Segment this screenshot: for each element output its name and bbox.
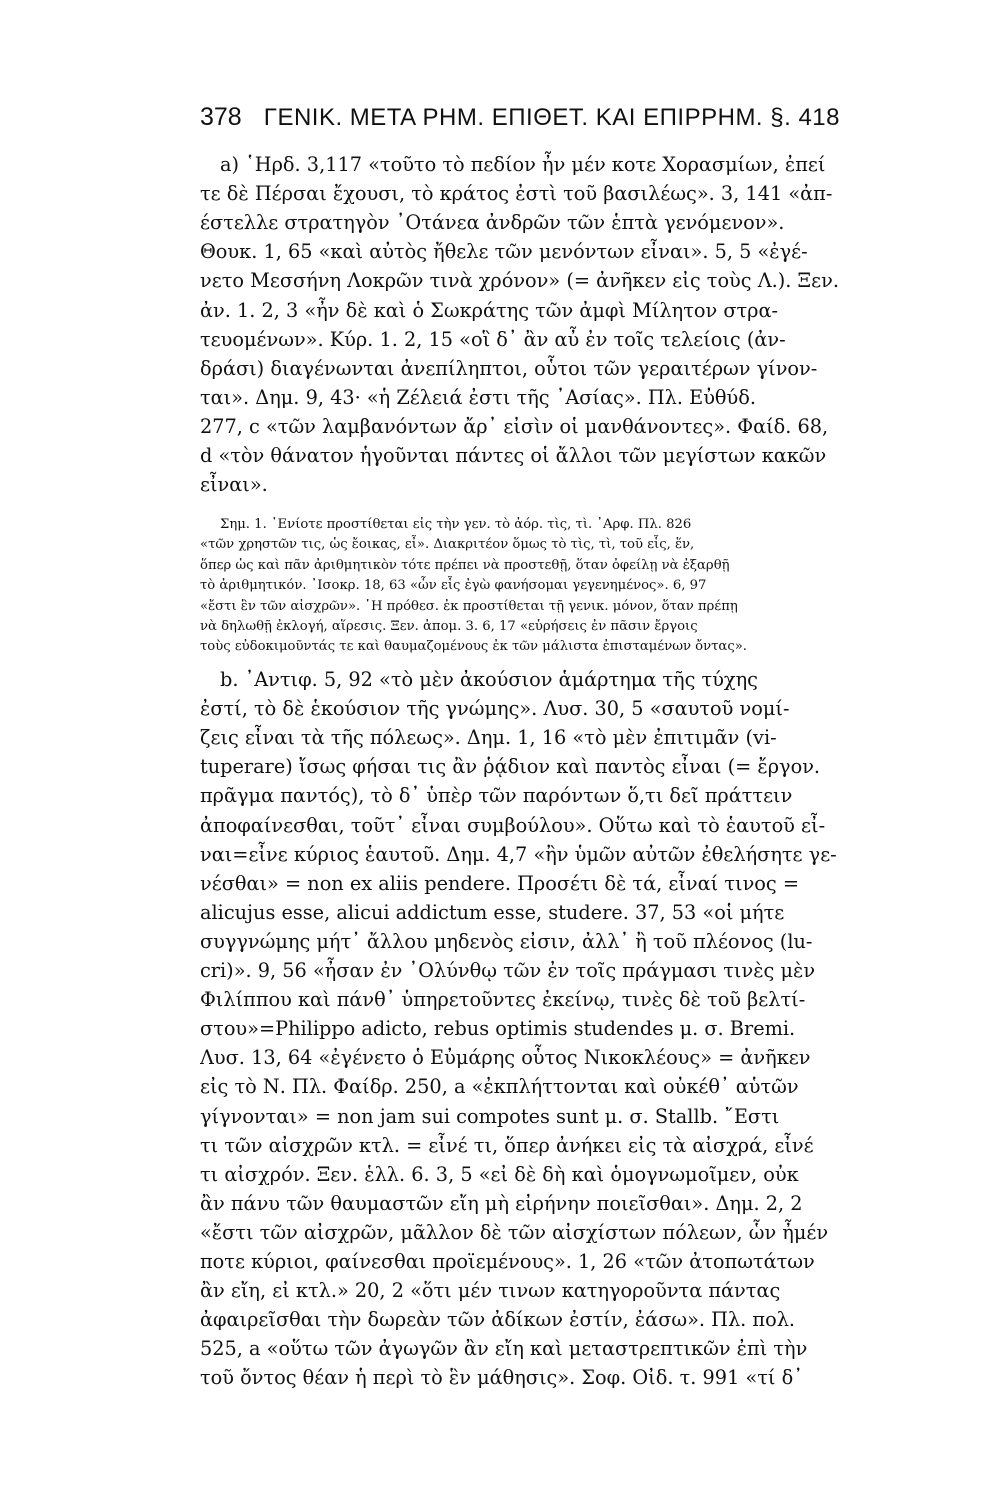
section-b-line: Φιλίππου καὶ πάνθ᾿ ὑπηρετοῦντες ἐκείνῳ, τινὲς δὲ τοῦ βελτί- [200, 988, 806, 1012]
section-b-line: ἀφαιρεῖσθαι τὴν δωρεὰν τῶν ἀδίκων ἐστίν, ἐάσω». Πλ. πολ. [200, 1308, 796, 1332]
section-b-line: ἐστί, τὸ δὲ ἑκούσιον τῆς γνώμης». Λυσ. 30, 5 «σαυτοῦ νομί- [200, 697, 790, 721]
section-b-line: στου»=Philippo adicto, rebus optimis studendes μ. σ. Bremi. [200, 1017, 796, 1041]
section-b-line: alicujus esse, alicui addictum esse, studere. 37, 53 «οἱ μήτε [200, 900, 785, 924]
section-b-line: γίγνονται» = non jam sui compotes sunt μ. σ. Stallb. ῎Εστι [200, 1104, 780, 1128]
section-b-line: τοῦ ὄντος θέαν ἡ περὶ τὸ ἓν μάθησις». Σοφ. Οἰδ. τ. 991 «τί δ᾿ [200, 1366, 803, 1390]
section-a-line: ἀν. 1. 2, 3 «ἦν δὲ καὶ ὁ Σωκράτης τῶν ἀμφὶ Μίλητον στρα- [200, 298, 779, 322]
section-a-line: δράσι) διαγένωνται ἀνεπίληπτοι, οὗτοι τῶν γεραιτέρων γίνον- [200, 356, 818, 380]
section-b-line: «ἔστι τῶν αἰσχρῶν, μᾶλλον δὲ τῶν αἰσχίστων πόλεων, ὧν ἦμέν [200, 1220, 829, 1244]
section-b-line: εἰς τὸ Ν. Πλ. Φαίδρ. 250, a «ἐκπλήττονται καὶ οὐκέθ᾿ αὑτῶν [200, 1075, 799, 1099]
section-b-line: tuperare) ἴσως φήσαι τις ἂν ῥᾴδιον καὶ παντὸς εἶναι (= ἔργον. [200, 755, 821, 779]
section-a-line: τε δὲ Πέρσαι ἔχουσι, τὸ κράτος ἐστὶ τοῦ βασιλέως». 3, 141 «ἀπ- [200, 182, 833, 206]
note-line: «ἔστι ἓν τῶν αἰσχρῶν». ῾Η πρόθεσ. ἐκ προστίθεται τῇ γενικ. μόνον, ὅταν πρέπῃ [200, 598, 738, 614]
note-line: τοὺς εὐδοκιμοῦντάς τε καὶ θαυμαζομένους ἐκ τῶν μάλιστα ἐπισταμένων ὄντας». [200, 639, 747, 655]
section-b-line: πρᾶγμα παντός), τὸ δ᾿ ὑπὲρ τῶν παρόντων ὅ,τι δεῖ πράττειν [200, 784, 793, 808]
section-b-line: ἂν πάνυ τῶν θαυμαστῶν εἴη μὴ εἰρήνην ποιεῖσθαι». Δημ. 2, 2 [200, 1191, 803, 1215]
note-line: τὸ ἀριθμητικόν. ᾿Ισοκρ. 18, 63 «ὧν εἷς ἐγὼ φανήσομαι γεγενημένος». 6, 97 [200, 578, 707, 594]
note-line: Σημ. 1. ᾿Ενίοτε προστίθεται εἰς τὴν γεν. τὸ ἀόρ. τὶς, τὶ. ᾿Αρφ. Πλ. 826 [220, 517, 692, 532]
section-a-line: Θουκ. 1, 65 «καὶ αὐτὸς ἤθελε τῶν μενόντων εἶναι». 5, 5 «ἐγέ- [200, 240, 808, 264]
section-b-line: ζεις εἶναι τὰ τῆς πόλεως». Δημ. 1, 16 «τὸ μὲν ἐπιτιμᾶν (vi- [200, 726, 777, 750]
section-a-line: εἶναι». [200, 473, 268, 497]
section-b-line: τι αἰσχρόν. Ξεν. ἑλλ. 6. 3, 5 «εἰ δὲ δὴ καὶ ὁμογνωμοῖμεν, οὐκ [200, 1162, 799, 1186]
running-head: ΓΕΝΙΚ. ΜΕΤΑ ΡΗΜ. ΕΠΙΘΕΤ. ΚΑΙ ΕΠΙΡΡΗΜ. §. 418 [263, 104, 840, 131]
section-a-line: a) ῾Ηρδ. 3,117 «τοῦτο τὸ πεδίον ἦν μέν κοτε Χορασμίων, ἐπεί [220, 153, 826, 176]
note-line: «τῶν χρηστῶν τις, ὡς ἔοικας, εἶ». Διακριτέον ὅμως τὸ τὶς, τὶ, τοῦ εἷς, ἕν, [200, 537, 695, 553]
page-header [200, 103, 870, 139]
section-a-line: 277, c «τῶν λαμβανόντων ἄρ᾿ εἰσὶν οἱ μανθάνοντες». Φαίδ. 68, [200, 414, 829, 438]
section-a-line: ται». Δημ. 9, 43· «ἡ Ζέλειά ἐστι τῆς ᾿Ασίας». Πλ. Εὐθύδ. [200, 385, 756, 409]
section-b-line: συγγνώμης μήτ᾿ ἄλλου μηδενὸς εἰσιν, ἀλλ᾿ ἢ τοῦ πλέονος (lu- [200, 929, 813, 953]
section-b-line: ναι=εἶνε κύριος ἑαυτοῦ. Δημ. 4,7 «ἢν ὑμῶν αὐτῶν ἐθελήσητε γε- [200, 842, 837, 866]
section-b-line: ἂν εἴη, εἰ κτλ.» 20, 2 «ὅτι μέν τινων κατηγοροῦντα πάντας [200, 1279, 781, 1303]
section-b-line: Λυσ. 13, 64 «ἐγένετο ὁ Εὐμάρης οὗτος Νικοκλέους» = ἀνῆκεν [200, 1046, 811, 1070]
note-line: νὰ δηλωθῇ ἐκλογή, αἵρεσις. Ξεν. ἀπομ. 3. 6, 17 «εὑρήσεις ἐν πᾶσιν ἔργοις [200, 619, 698, 634]
note-line: ὅπερ ὡς καὶ πᾶν ἀριθμητικὸν τότε πρέπει νὰ προστεθῇ, ὅταν ὀφείλῃ νὰ ἐξαρθῇ [200, 557, 730, 573]
page-number: 378 [200, 103, 242, 131]
section-b-line: cri)». 9, 56 «ἦσαν ἐν ᾿Ολύνθῳ τῶν ἐν τοῖς πράγμασι τινὲς μὲν [200, 959, 816, 982]
section-a-line: έστελλε στρατηγὸν ᾿Οτάνεα ἀνδρῶν τῶν ἑπτὰ γενόμενον». [200, 211, 785, 235]
section-b-line: 525, a «οὕτω τῶν ἀγωγῶν ἂν εἴη καὶ μεταστρεπτικῶν ἐπὶ τὴν [200, 1337, 808, 1361]
section-a-line: τευομένων». Κύρ. 1. 2, 15 «οἳ δ᾿ ἂν αὖ ἐν τοῖς τελείοις (ἀν- [200, 327, 786, 351]
section-b-line: ποτε κύριοι, φαίνεσθαι προϊεμένους». 1, 26 «τῶν ἀτοπωτάτων [200, 1250, 815, 1273]
section-a-line: d «τὸν θάνατον ἡγοῦνται πάντες οἱ ἄλλοι τῶν μεγίστων κακῶν [200, 444, 827, 467]
section-a-line: νετο Μεσσήνη Λοκρῶν τινὰ χρόνον» (= ἀνῆκεν εἰς τοὺς Λ.). Ξεν. [200, 269, 839, 293]
section-b-line: νέσθαι» = non ex aliis pendere. Προσέτι δὲ τά, εἶναί τινος = [200, 871, 799, 895]
section-b-line: b. ᾿Αντιφ. 5, 92 «τὸ μὲν ἀκούσιον ἁμάρτημα τῆς τύχης [220, 668, 758, 691]
section-b-line: τι τῶν αἰσχρῶν κτλ. = εἶνέ τι, ὅπερ ἀνήκει εἰς τὰ αἰσχρά, εἶνέ [200, 1133, 814, 1157]
section-b-line: ἀποφαίνεσθαι, τοῦτ᾿ εἶναι συμβούλου». Οὕτω καὶ τὸ ἑαυτοῦ εἶ- [200, 813, 826, 837]
